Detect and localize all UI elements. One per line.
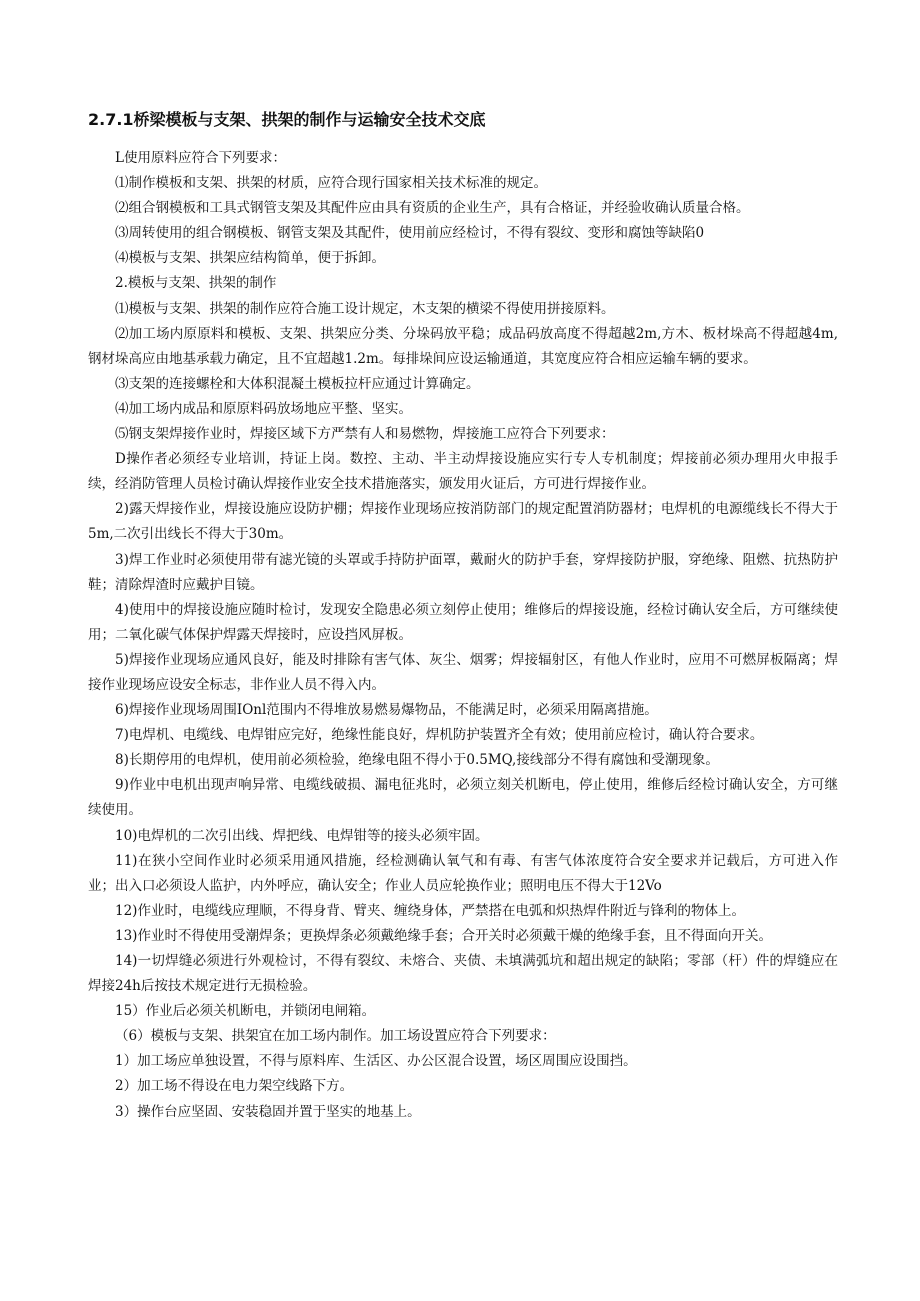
- paragraph: 10)电焊机的二次引出线、焊把线、电焊钳等的接头必须牢固。: [115, 827, 489, 844]
- paragraph: 3）操作台应坚固、安装稳固并置于坚实的地基上。: [115, 1103, 421, 1120]
- paragraph: 7)电焊机、电缆线、电焊钳应完好，绝缘性能良好，焊机防护装置齐全有效；使用前应检讨，确认符合要求。: [115, 727, 764, 744]
- paragraph: 13)作业时不得使用受潮焊条；更换焊条必须戴绝缘手套；合开关时必须戴干燥的绝缘手套，且不得面向开关。: [115, 927, 772, 944]
- paragraph: ⑶周转使用的组合钢模板、钢管支架及其配件，使用前应经检讨，不得有裂纹、变形和腐蚀等缺陷0: [115, 225, 705, 242]
- paragraph: 8)长期停用的电焊机，使用前必须检验，绝缘电阻不得小于0.5MQ,接线部分不得有腐蚀和受潮现象。: [115, 752, 719, 769]
- paragraph: 2）加工场不得设在电力架空线路下方。: [115, 1078, 354, 1095]
- paragraph: 2)露天焊接作业，焊接设施应设防护棚；焊接作业现场应按消防部门的规定配置消防器材；电焊机的电源缆线长不得大于5m,二次引出线长不得大于30m。: [88, 501, 838, 543]
- paragraph: 14)一切焊缝必须进行外观检讨，不得有裂纹、未熔合、夹债、未填满弧坑和超出规定的缺陷；零部（杆）件的焊缝应在焊接24h后按技术规定进行无损检验。: [88, 953, 838, 995]
- paragraph: ⑴模板与支架、拱架的制作应符合施工设计规定，木支架的横梁不得使用拼接原料。: [115, 300, 615, 317]
- paragraph: ⑵组合钢模板和工具式钢管支架及其配件应由具有资质的企业生产，具有合格证，并经验收确认质量合格。: [115, 200, 750, 217]
- paragraph: 2.模板与支架、拱架的制作: [115, 275, 277, 292]
- paragraph: 12)作业时，电缆线应理顺，不得身背、臂夹、缠绕身体，严禁搭在电弧和炽热焊件附近与锋利的物体上。: [115, 902, 745, 919]
- section-heading: 2.7.1桥梁模板与支架、拱架的制作与运输安全技术交底: [88, 110, 486, 129]
- paragraph: 6)焊接作业现场周围IOnl范围内不得堆放易燃易爆物品，不能满足时，必须采用隔离措施。: [115, 702, 658, 719]
- paragraph: 1）加工场应单独设置，不得与原料库、生活区、办公区混合设置，场区周围应设围挡。: [115, 1053, 637, 1070]
- paragraph: L使用原料应符合下列要求：: [115, 150, 286, 166]
- paragraph: ⑶支架的连接螺栓和大体积混凝土模板拉杆应通过计算确定。: [115, 375, 480, 392]
- paragraph: 9)作业中电机出现声响异常、电缆线破损、漏电征兆时，必须立刻关机断电，停止使用，维修后经检讨确认安全，方可继续使用。: [88, 777, 838, 819]
- paragraph: 11)在狭小空间作业时必须采用通风措施，经检测确认氧气和有毒、有害气体浓度符合安全要求并记载后，方可进入作业；出入口必须设人监护，内外呼应，确认安全；作业人员应轮换作业；照明电压不得大于12Vo: [88, 852, 838, 894]
- paragraph: 15）作业后必须关机断电，并锁闭电闸箱。: [115, 1003, 376, 1020]
- paragraph: 3)焊工作业时必须使用带有滤光镜的头罩或手持防护面罩，戴耐火的防护手套，穿焊接防护服，穿绝缘、阻燃、抗热防护鞋；清除焊渣时应戴护目镜。: [88, 551, 838, 593]
- paragraph: （6）模板与支架、拱架宜在加工场内制作。加工场设置应符合下列要求：: [115, 1028, 556, 1045]
- paragraph: ⑵加工场内原原料和模板、支架、拱架应分类、分垛码放平稳；成品码放高度不得超越2m,方木、板材垛高不得超越4m,钢材垛高应由地基承载力确定，且不宜超越1.2m。每排垛间应设运输通道，其宽度应符合相应运输车辆的要求。: [88, 325, 838, 367]
- paragraph: ⑷加工场内成品和原原料码放场地应平整、坚实。: [115, 400, 412, 417]
- paragraph: D操作者必须经专业培训，持证上岗。数控、主动、半主动焊接设施应实行专人专机制度；焊接前必须办理用火申报手续，经消防管理人员检讨确认焊接作业安全技术措施落实，颁发用火证后，方可进行焊接作业。: [88, 451, 838, 493]
- paragraph: 4)使用中的焊接设施应随时检讨，发现安全隐患必须立刻停止使用；维修后的焊接设施，经检讨确认安全后，方可继续使用；二氧化碳气体保护焊露天焊接时，应设挡风屏板。: [88, 601, 838, 643]
- paragraph: ⑴制作模板和支架、拱架的材质，应符合现行国家相关技术标准的规定。: [115, 175, 547, 192]
- document-body: [88, 146, 838, 1125]
- paragraph: ⑷模板与支架、拱架应结构简单，便于拆卸。: [115, 250, 385, 267]
- paragraph: ⑸钢支架焊接作业时，焊接区域下方严禁有人和易燃物，焊接施工应符合下列要求：: [115, 426, 615, 443]
- paragraph: 5)焊接作业现场应通风良好，能及时排除有害气体、灰尘、烟雾；焊接辐射区，有他人作业时，应用不可燃屏板隔离；焊接作业现场应设安全标志，非作业人员不得入内。: [88, 651, 838, 693]
